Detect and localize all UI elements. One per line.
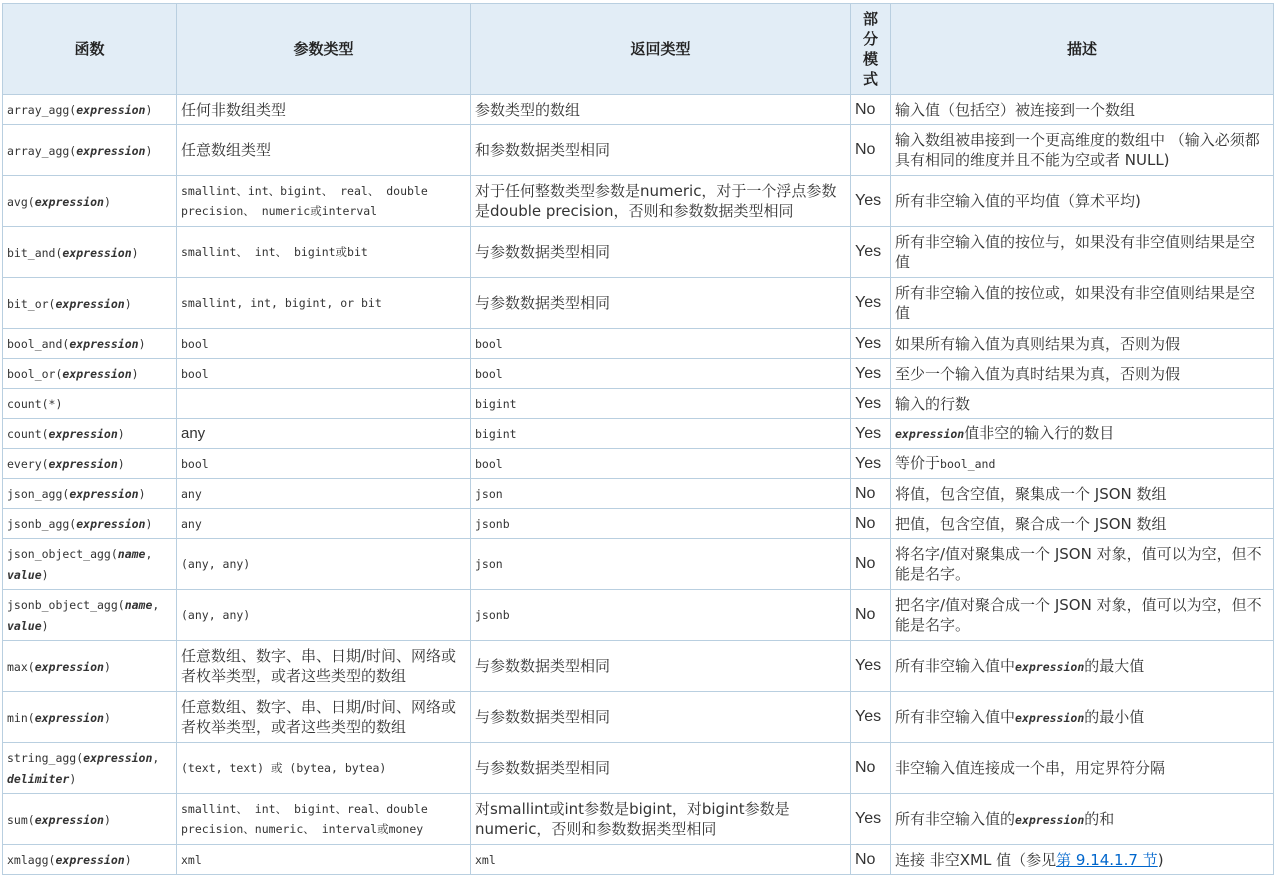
table-row bbox=[3, 449, 1274, 479]
return-type-cell: 与参数数据类型相同 bbox=[471, 692, 851, 743]
description-cell: expression值非空的输入行的数目 bbox=[891, 419, 1274, 449]
return-type-cell: 与参数数据类型相同 bbox=[471, 743, 851, 794]
return-type-cell: 参数类型的数组 bbox=[471, 95, 851, 125]
argument-type-cell: 任意数组、数字、串、日期/时间、网络或者枚举类型，或者这些类型的数组 bbox=[177, 641, 471, 692]
function-cell: string_agg(expression, delimiter) bbox=[3, 743, 177, 794]
description-cell: 将值，包含空值，聚集成一个 JSON 数组 bbox=[891, 479, 1274, 509]
function-cell: sum(expression) bbox=[3, 794, 177, 845]
partial-mode-cell: Yes bbox=[851, 227, 891, 278]
table-row bbox=[3, 95, 1274, 125]
function-cell: xmlagg(expression) bbox=[3, 845, 177, 875]
partial-mode-cell: Yes bbox=[851, 389, 891, 419]
return-type-cell: 与参数数据类型相同 bbox=[471, 278, 851, 329]
header-function: 函数 bbox=[3, 4, 177, 95]
function-cell: count(*) bbox=[3, 389, 177, 419]
return-type-cell: bool bbox=[471, 359, 851, 389]
argument-type-cell: smallint、int、bigint、 real、 double precision、 numeric或interval bbox=[177, 176, 471, 227]
return-type-cell: 与参数数据类型相同 bbox=[471, 227, 851, 278]
description-cell: 所有非空输入值中expression的最大值 bbox=[891, 641, 1274, 692]
argument-type-cell: bool bbox=[177, 329, 471, 359]
function-cell: bool_and(expression) bbox=[3, 329, 177, 359]
argument-type-cell: 任意数组类型 bbox=[177, 125, 471, 176]
partial-mode-cell: Yes bbox=[851, 419, 891, 449]
table-row bbox=[3, 329, 1274, 359]
table-row bbox=[3, 176, 1274, 227]
table-row bbox=[3, 692, 1274, 743]
description-cell: 等价于bool_and bbox=[891, 449, 1274, 479]
partial-mode-cell: Yes bbox=[851, 278, 891, 329]
argument-type-cell: xml bbox=[177, 845, 471, 875]
argument-type-cell: any bbox=[177, 419, 471, 449]
return-type-cell: 对于任何整数类型参数是numeric，对于一个浮点参数是double precision，否则和参数数据类型相同 bbox=[471, 176, 851, 227]
table-row bbox=[3, 389, 1274, 419]
table-row bbox=[3, 509, 1274, 539]
header-return-type: 返回类型 bbox=[471, 4, 851, 95]
argument-type-cell bbox=[177, 389, 471, 419]
function-cell: avg(expression) bbox=[3, 176, 177, 227]
partial-mode-cell: No bbox=[851, 590, 891, 641]
return-type-cell: bool bbox=[471, 449, 851, 479]
argument-type-cell: any bbox=[177, 509, 471, 539]
aggregate-functions-table-container bbox=[2, 3, 1273, 875]
table-row bbox=[3, 479, 1274, 509]
header-description: 描述 bbox=[891, 4, 1274, 95]
table-row bbox=[3, 278, 1274, 329]
description-cell: 连接 非空XML 值（参见第 9.14.1.7 节) bbox=[891, 845, 1274, 875]
description-cell: 所有非空输入值的按位或，如果没有非空值则结果是空值 bbox=[891, 278, 1274, 329]
description-cell: 所有非空输入值的expression的和 bbox=[891, 794, 1274, 845]
description-cell: 把值，包含空值，聚合成一个 JSON 数组 bbox=[891, 509, 1274, 539]
return-type-cell: 对smallint或int参数是bigint，对bigint参数是numeric，否则和参数数据类型相同 bbox=[471, 794, 851, 845]
argument-type-cell: 任意数组、数字、串、日期/时间、网络或者枚举类型，或者这些类型的数组 bbox=[177, 692, 471, 743]
partial-mode-cell: Yes bbox=[851, 794, 891, 845]
function-cell: max(expression) bbox=[3, 641, 177, 692]
header-partial-mode: 部 分 模 式 bbox=[851, 4, 891, 95]
partial-mode-cell: No bbox=[851, 95, 891, 125]
partial-mode-cell: Yes bbox=[851, 641, 891, 692]
return-type-cell: json bbox=[471, 539, 851, 590]
return-type-cell: xml bbox=[471, 845, 851, 875]
argument-type-cell: smallint、 int、 bigint、real、double precision、numeric、 interval或money bbox=[177, 794, 471, 845]
function-cell: count(expression) bbox=[3, 419, 177, 449]
argument-type-cell: (text, text) 或 (bytea, bytea) bbox=[177, 743, 471, 794]
partial-mode-cell: Yes bbox=[851, 449, 891, 479]
function-cell: every(expression) bbox=[3, 449, 177, 479]
header-argument-type: 参数类型 bbox=[177, 4, 471, 95]
partial-mode-cell: Yes bbox=[851, 329, 891, 359]
table-header-row bbox=[3, 4, 1274, 95]
argument-type-cell: bool bbox=[177, 359, 471, 389]
function-cell: bool_or(expression) bbox=[3, 359, 177, 389]
description-cell: 把名字/值对聚合成一个 JSON 对象，值可以为空，但不能是名字。 bbox=[891, 590, 1274, 641]
description-cell: 输入值（包括空）被连接到一个数组 bbox=[891, 95, 1274, 125]
table-row bbox=[3, 125, 1274, 176]
return-type-cell: bigint bbox=[471, 389, 851, 419]
table-row bbox=[3, 743, 1274, 794]
partial-mode-cell: Yes bbox=[851, 359, 891, 389]
table-row bbox=[3, 359, 1274, 389]
description-cell: 输入的行数 bbox=[891, 389, 1274, 419]
partial-mode-cell: No bbox=[851, 539, 891, 590]
argument-type-cell: smallint, int, bigint, or bit bbox=[177, 278, 471, 329]
argument-type-cell: smallint、 int、 bigint或bit bbox=[177, 227, 471, 278]
description-cell: 非空输入值连接成一个串，用定界符分隔 bbox=[891, 743, 1274, 794]
function-cell: array_agg(expression) bbox=[3, 95, 177, 125]
return-type-cell: bool bbox=[471, 329, 851, 359]
description-cell: 所有非空输入值中expression的最小值 bbox=[891, 692, 1274, 743]
function-cell: min(expression) bbox=[3, 692, 177, 743]
return-type-cell: 和参数数据类型相同 bbox=[471, 125, 851, 176]
table-row bbox=[3, 590, 1274, 641]
function-cell: jsonb_agg(expression) bbox=[3, 509, 177, 539]
table-row bbox=[3, 227, 1274, 278]
function-cell: bit_and(expression) bbox=[3, 227, 177, 278]
partial-mode-cell: Yes bbox=[851, 176, 891, 227]
partial-mode-cell: No bbox=[851, 479, 891, 509]
function-cell: json_agg(expression) bbox=[3, 479, 177, 509]
table-row bbox=[3, 845, 1274, 875]
description-cell: 将名字/值对聚集成一个 JSON 对象，值可以为空，但不能是名字。 bbox=[891, 539, 1274, 590]
function-cell: jsonb_object_agg(name, value) bbox=[3, 590, 177, 641]
argument-type-cell: (any, any) bbox=[177, 539, 471, 590]
table-row bbox=[3, 641, 1274, 692]
partial-mode-cell: No bbox=[851, 845, 891, 875]
table-row bbox=[3, 419, 1274, 449]
description-cell: 输入数组被串接到一个更高维度的数组中 （输入必须都具有相同的维度并且不能为空或者 NULL) bbox=[891, 125, 1274, 176]
return-type-cell: 与参数数据类型相同 bbox=[471, 641, 851, 692]
partial-mode-cell: No bbox=[851, 509, 891, 539]
description-cell: 如果所有输入值为真则结果为真，否则为假 bbox=[891, 329, 1274, 359]
return-type-cell: jsonb bbox=[471, 590, 851, 641]
return-type-cell: jsonb bbox=[471, 509, 851, 539]
partial-mode-cell: No bbox=[851, 125, 891, 176]
table-row bbox=[3, 794, 1274, 845]
return-type-cell: bigint bbox=[471, 419, 851, 449]
argument-type-cell: (any, any) bbox=[177, 590, 471, 641]
section-link[interactable]: 第 9.14.1.7 节 bbox=[1056, 850, 1158, 869]
description-cell: 至少一个输入值为真时结果为真，否则为假 bbox=[891, 359, 1274, 389]
function-cell: bit_or(expression) bbox=[3, 278, 177, 329]
table-row bbox=[3, 539, 1274, 590]
argument-type-cell: bool bbox=[177, 449, 471, 479]
partial-mode-cell: Yes bbox=[851, 692, 891, 743]
return-type-cell: json bbox=[471, 479, 851, 509]
argument-type-cell: any bbox=[177, 479, 471, 509]
description-cell: 所有非空输入值的按位与，如果没有非空值则结果是空值 bbox=[891, 227, 1274, 278]
argument-type-cell: 任何非数组类型 bbox=[177, 95, 471, 125]
function-cell: array_agg(expression) bbox=[3, 125, 177, 176]
description-cell: 所有非空输入值的平均值（算术平均) bbox=[891, 176, 1274, 227]
aggregate-functions-table bbox=[2, 3, 1274, 875]
partial-mode-cell: No bbox=[851, 743, 891, 794]
function-cell: json_object_agg(name, value) bbox=[3, 539, 177, 590]
